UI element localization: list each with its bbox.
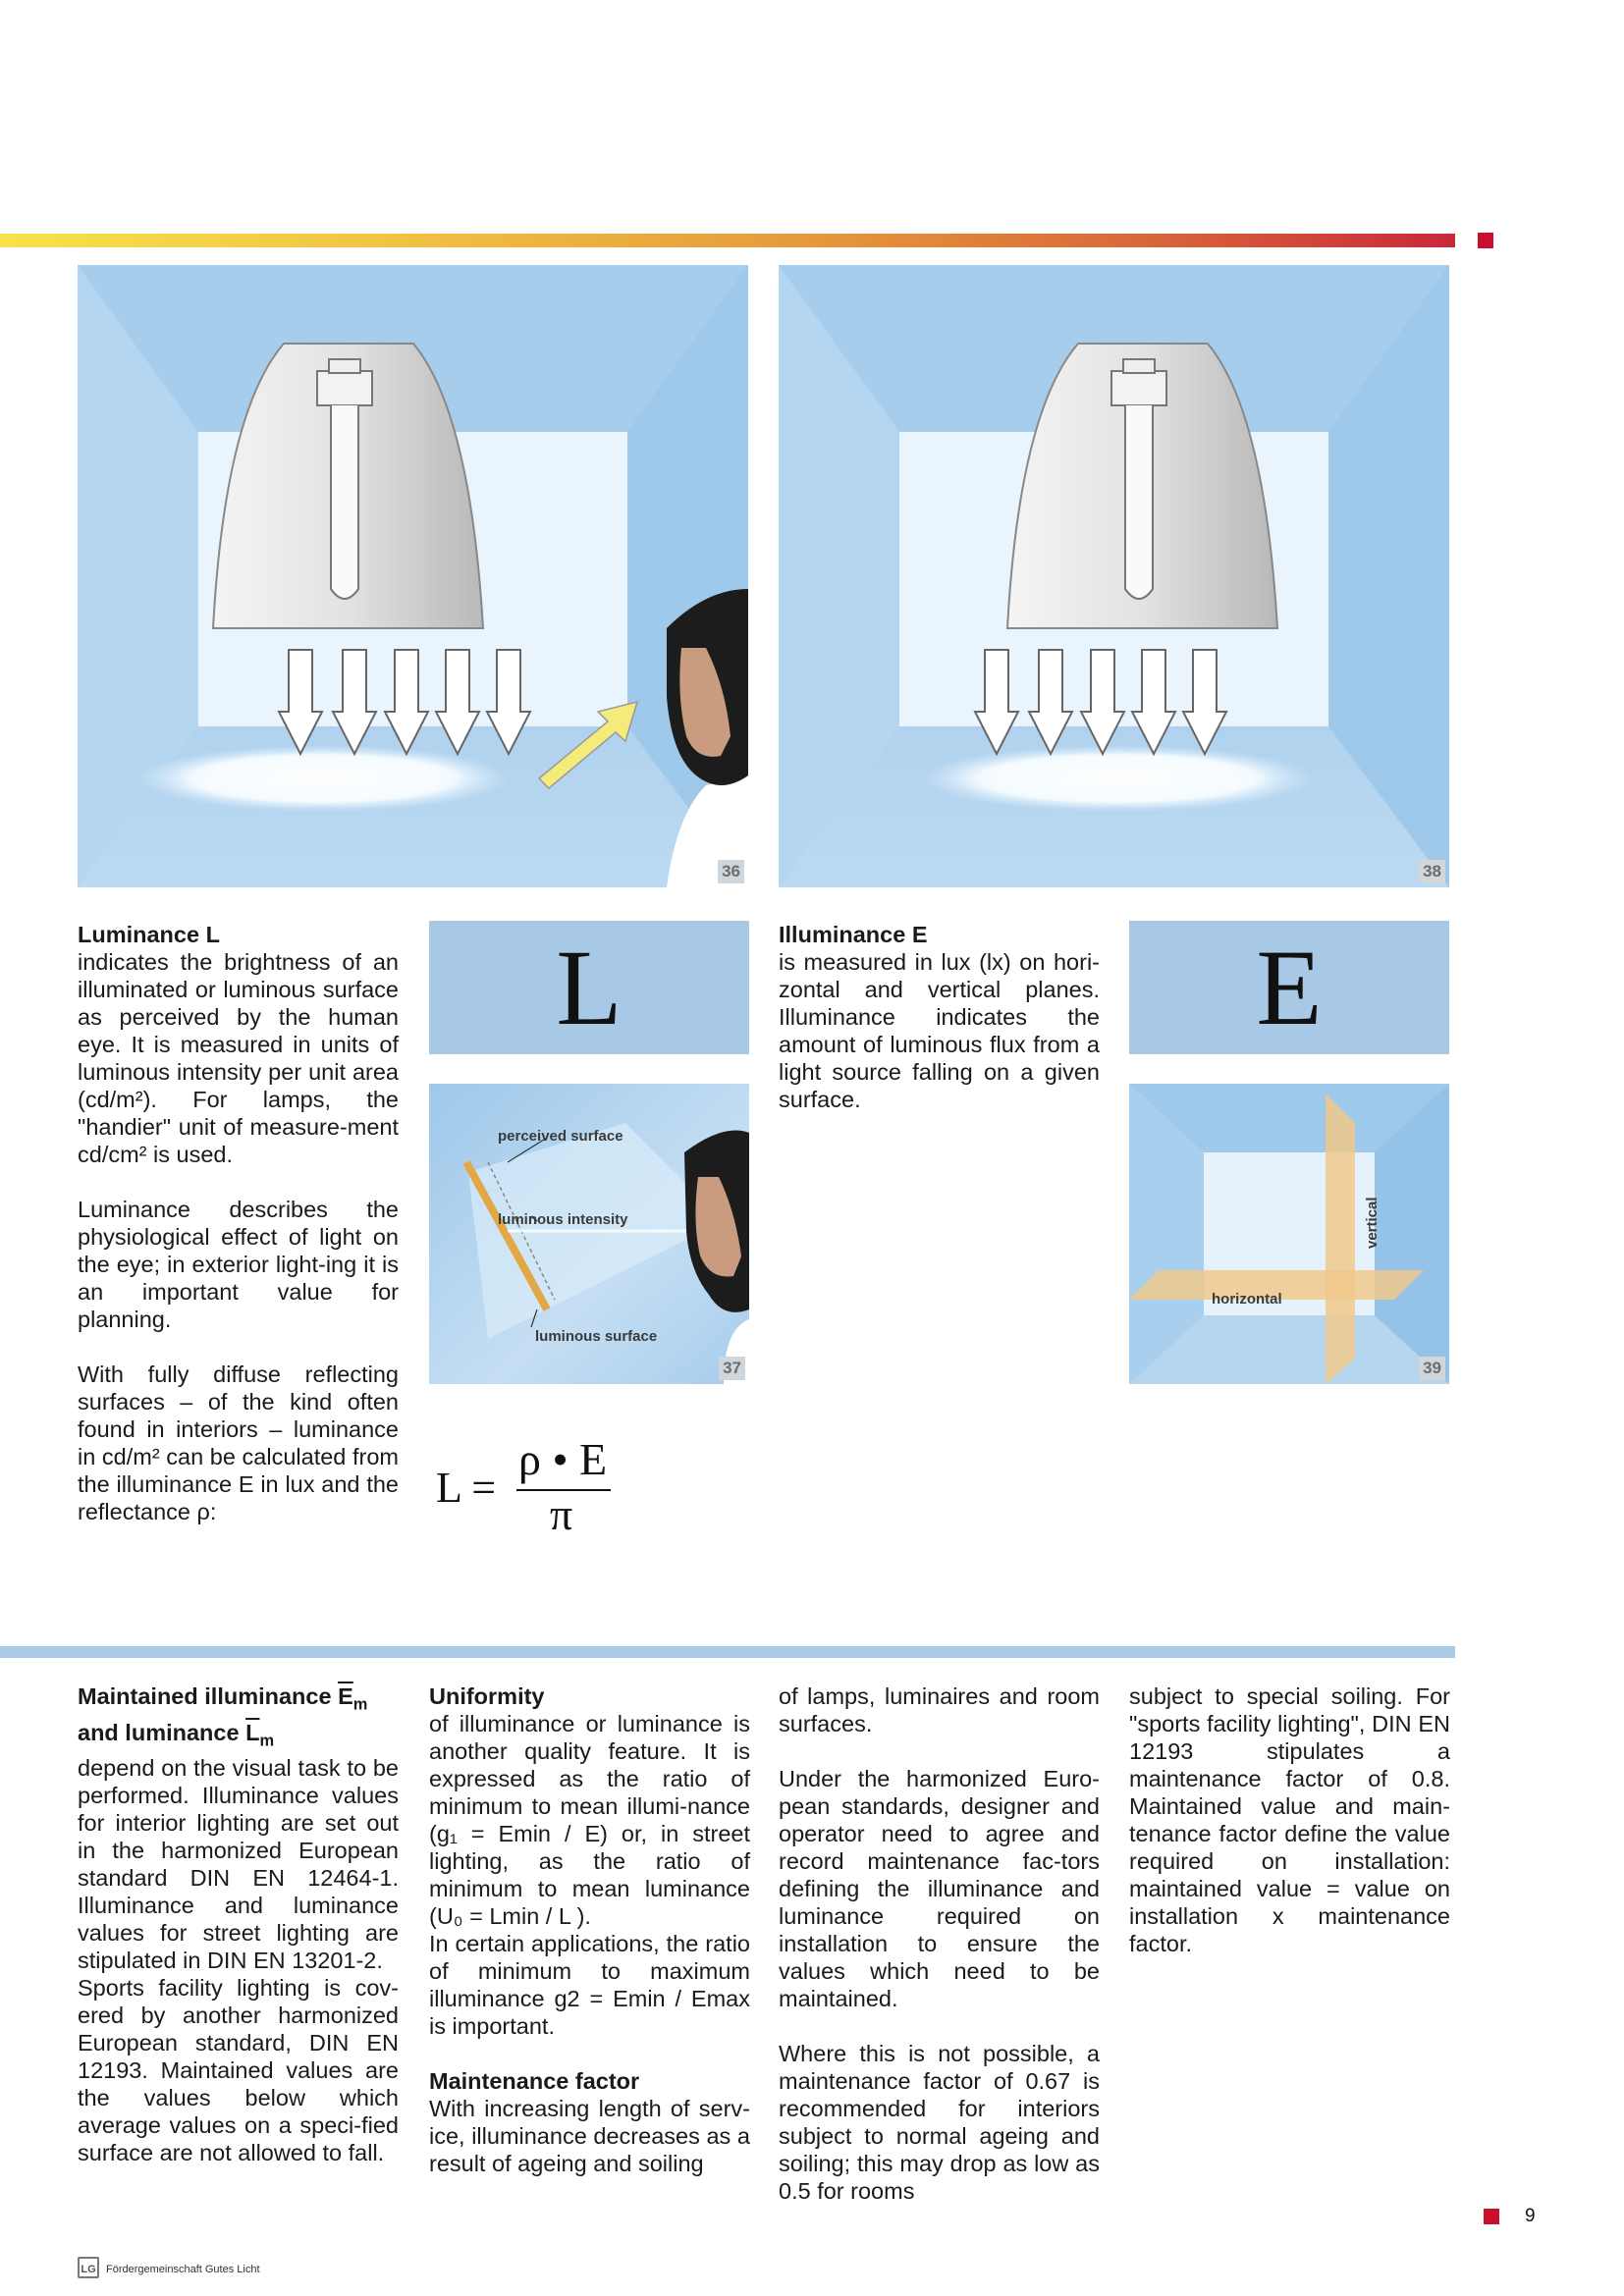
luminance-section <box>78 921 399 1525</box>
uniformity-paragraph-2: In certain applications, the ratio of minimum to maximum illuminance g2 = Emin / Emax is important. <box>429 1931 750 2039</box>
figure-number: 38 <box>1419 860 1445 883</box>
label-luminous-intensity: luminous intensity <box>498 1211 628 1228</box>
vertical-horizontal-planes-diagram <box>1129 1084 1449 1384</box>
luminance-symbol: L <box>556 927 623 1047</box>
illuminance-paragraph-1: is measured in lux (lx) on hori-zontal and vertical planes. Illuminance indicates the amount of luminous flux from a light source falling on a given surface. <box>779 949 1100 1112</box>
maintained-paragraph-1: depend on the visual task to be performed. Illuminance values for interior lighting are set out in the harmonized European standard DIN EN 12464-1. Illuminance and luminance values for street lighting are stipulated in DIN EN 13201-2. <box>78 1755 399 1974</box>
label-horizontal: horizontal <box>1212 1291 1282 1308</box>
illuminance-section <box>779 921 1100 1113</box>
illuminance-room-illustration <box>779 265 1449 887</box>
maintained-paragraph-2: Sports facility lighting is cov-ered by another harmonized European standard, DIN EN 12193. Maintained values are the values below which average values on a speci-fied surface are not allowed to fall. <box>78 1975 399 2166</box>
maintained-heading-line-1: Maintained illuminance $\overline{E}_m$ <box>78 1683 368 1714</box>
maintenance-paragraph-4: Where this is not possible, a maintenance factor of 0.67 is recommended for interiors subject to normal ageing and soiling; this may drop as low as 0.5 for rooms <box>779 2041 1100 2204</box>
label-perceived-surface: perceived surface <box>498 1128 623 1145</box>
uniformity-heading: Uniformity <box>429 1683 545 1709</box>
label-luminous-surface: luminous surface <box>535 1328 658 1345</box>
page-number: 9 <box>1525 2206 1536 2226</box>
formula-denominator: π <box>550 1489 573 1539</box>
luminance-paragraph-1: indicates the brightness of an illuminated or luminous surface as perceived by the human eye. It is measured in units of luminous intensity per unit area (cd/m²). For lamps, the "handier" unit of measure-ment cd/cm² is used. <box>78 949 399 1167</box>
figure-number: 39 <box>1419 1357 1445 1380</box>
maintenance-continued-section <box>779 1682 1100 2205</box>
perceived-surface-diagram <box>429 1084 749 1384</box>
page-marker <box>1484 2209 1499 2224</box>
luminance-heading: Luminance L <box>78 922 220 947</box>
maintained-heading-line-2: and luminance $\overline{L}_m$ <box>78 1719 275 1750</box>
publisher-name: Fördergemeinschaft Gutes Licht <box>106 2264 260 2275</box>
illuminance-heading: Illuminance E <box>779 922 928 947</box>
maintenance-paragraph-3: Under the harmonized Euro-pean standards, designer and operator need to agree and record maintenance fac-tors defining the illuminance and luminance required on installation to ensure the values which need to be maintained. <box>779 1766 1100 2011</box>
luminance-symbol-box <box>429 921 749 1054</box>
illuminance-symbol: E <box>1256 927 1323 1047</box>
figure-37-perceived-surface-illustration <box>429 1084 749 1384</box>
maintenance-paragraph-5: subject to special soiling. For "sports facility lighting", DIN EN 12193 stipulates a maintenance factor of 0.8. Maintained value and main-tenance factor define the value required on installation: maintained value = value on installation x maintenance factor. <box>1129 1683 1450 1956</box>
label-vertical: vertical <box>1364 1197 1380 1249</box>
maintenance-paragraph-1: With increasing length of serv-ice, illuminance decreases as a result of ageing and soiling <box>429 2096 750 2176</box>
luminance-room-illustration <box>78 265 748 887</box>
header-color-bar <box>0 234 1455 247</box>
illuminance-symbol-box <box>1129 921 1449 1054</box>
figure-number: 36 <box>718 860 744 883</box>
figure-39-planes-illustration <box>1129 1084 1449 1384</box>
luminance-formula <box>432 1433 628 1541</box>
figure-36-luminance-illustration <box>78 265 748 887</box>
section-divider-bar <box>0 1646 1455 1658</box>
luminance-paragraph-3: With fully diffuse reflecting surfaces – of the kind often found in interiors – luminance in cd/m² can be calculated from the illuminance E in lux and the reflectance ρ: <box>78 1362 399 1524</box>
maintenance-heading: Maintenance factor <box>429 2068 640 2094</box>
uniformity-paragraph-1: of illuminance or luminance is another quality feature. It is expressed as the ratio of minimum to mean illumi-nance (g₁ = Emin / E) or, in street lighting, as the ratio of minimum to mean luminance (U₀ = Lmin / L ). <box>429 1711 750 1929</box>
maintained-section <box>78 1682 399 2166</box>
uniformity-section <box>429 1682 750 2177</box>
figure-38-illuminance-illustration <box>779 265 1449 887</box>
formula-lhs: L = <box>436 1464 497 1512</box>
section-marker <box>1478 233 1493 248</box>
publisher-logo: LG <box>78 2257 99 2278</box>
maintenance-final-section <box>1129 1682 1450 1957</box>
figure-number: 37 <box>719 1357 745 1380</box>
maintenance-paragraph-2: of lamps, luminaires and room surfaces. <box>779 1683 1100 1736</box>
luminance-paragraph-2: Luminance describes the physiological effect of light on the eye; in exterior light-ing it is an important value for planning. <box>78 1197 399 1332</box>
formula-numerator: ρ • E <box>518 1434 608 1484</box>
